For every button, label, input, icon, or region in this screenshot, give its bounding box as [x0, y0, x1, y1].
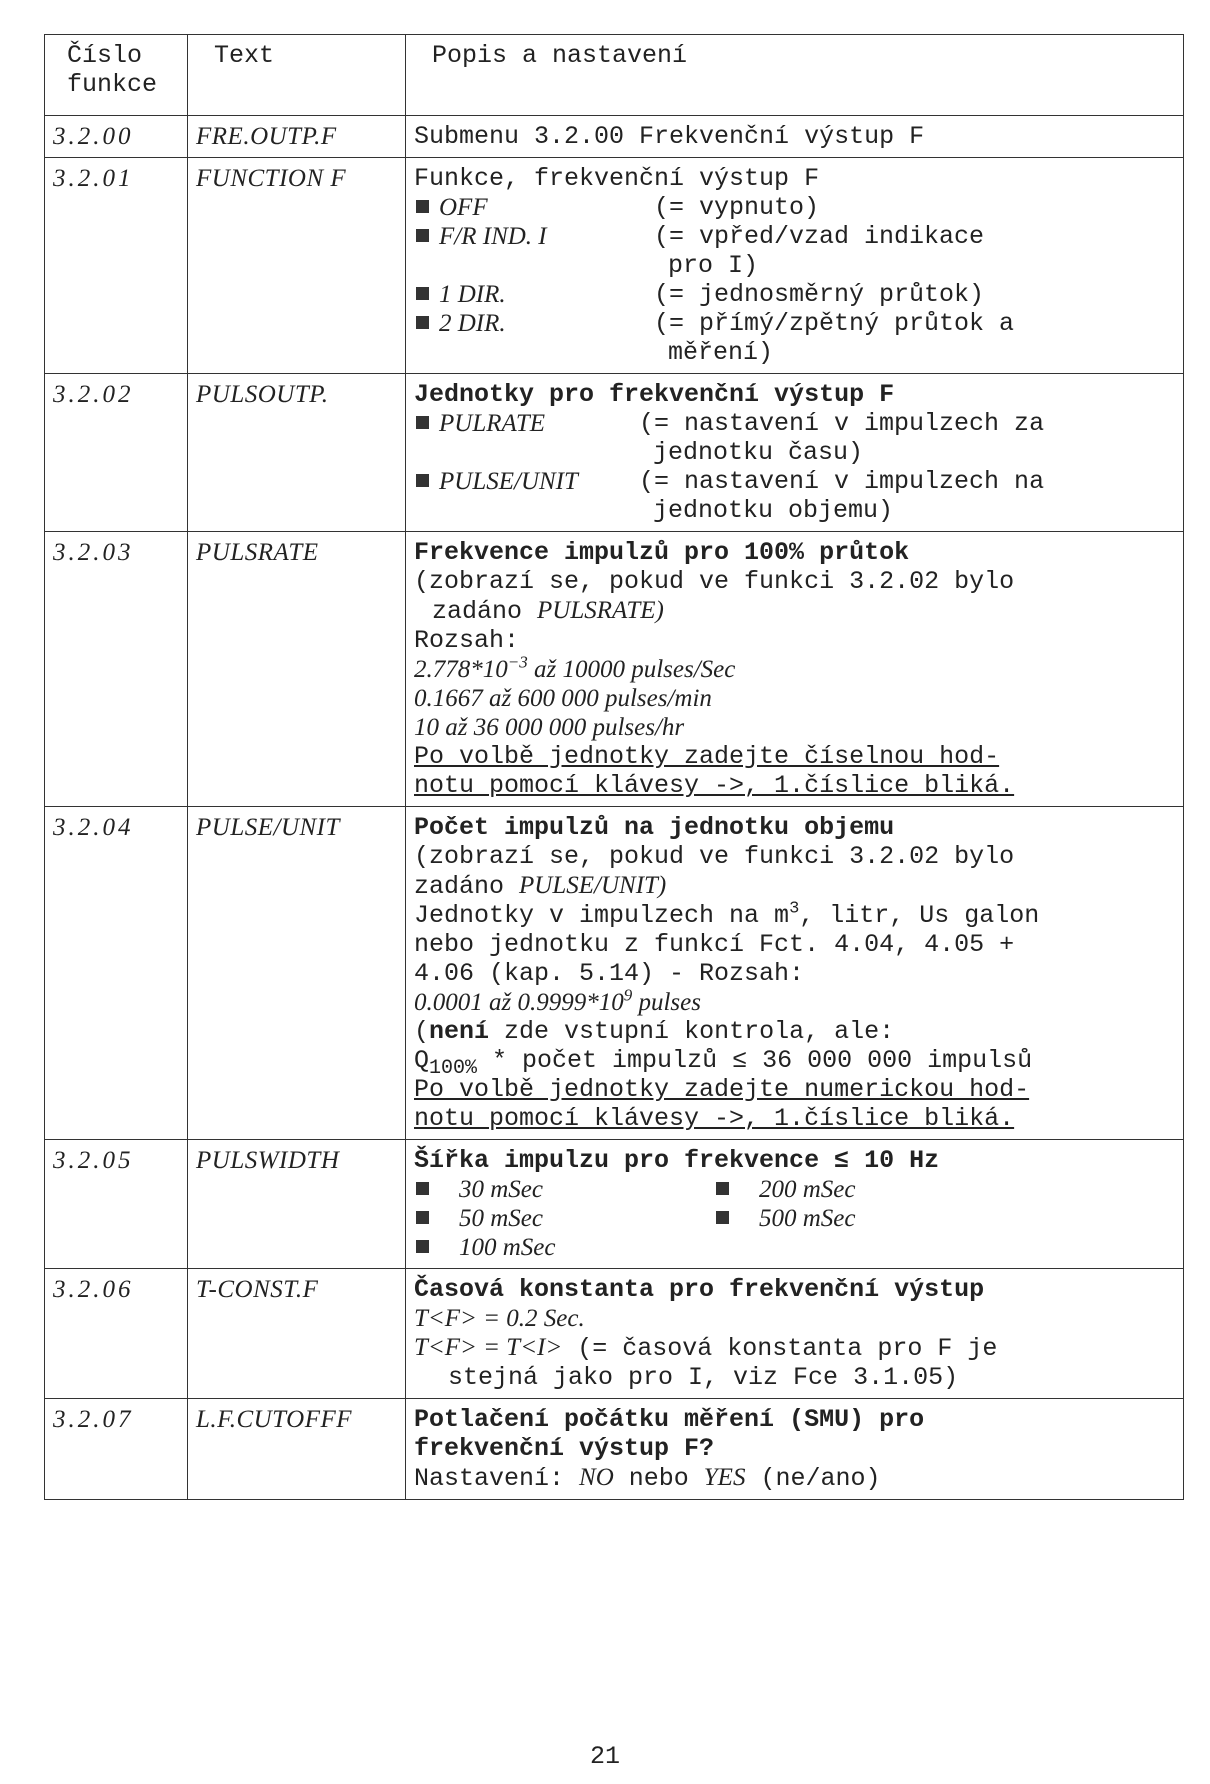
range-exponent: 9 — [623, 985, 633, 1005]
function-number: 3.2.00 — [45, 116, 188, 158]
option-note-continued: jednotku objemu) — [653, 496, 894, 525]
table-row — [45, 1140, 1184, 1269]
option-item-continued — [414, 438, 1175, 467]
function-number: 3.2.03 — [45, 532, 188, 807]
table-row — [45, 1269, 1184, 1399]
function-text: PULSWIDTH — [188, 1140, 406, 1269]
description-text: nebo jednotku z funkcí Fct. 4.04, 4.05 + — [414, 930, 1015, 959]
range-base: 0.0001 až 0.9999*10 — [414, 989, 624, 1016]
text-fragment: (ne/ano) — [745, 1464, 881, 1493]
option-code: 100 mSec — [459, 1234, 556, 1261]
range-value: 10 až 36 000 000 pulses/hr — [414, 714, 685, 741]
function-description — [406, 158, 1184, 374]
description-text — [414, 596, 1175, 626]
text-fragment-italic: PULSE/UNIT) — [519, 872, 667, 899]
option-item-continued — [414, 496, 1175, 525]
table-row — [45, 116, 1184, 158]
range-value: 0.1667 až 600 000 pulses/min — [414, 685, 712, 712]
description-title: Šířka impulzu pro frekvence ≤ 10 Hz — [414, 1146, 940, 1175]
option-note: (= nastavení v impulzech na — [639, 467, 1045, 496]
instruction-text: notu pomocí klávesy ->, 1.číslice bliká. — [414, 771, 1015, 800]
range-label: Rozsah: — [414, 626, 520, 655]
text-fragment: (= časová konstanta pro F je — [562, 1334, 998, 1363]
bullet-icon — [716, 1182, 729, 1195]
range-unit: pulses — [632, 989, 701, 1016]
function-number: 3.2.06 — [45, 1269, 188, 1399]
header-function-number: Číslo funkce — [45, 35, 188, 116]
range-exponent: −3 — [507, 652, 528, 672]
header-description: Popis a nastavení — [406, 35, 1184, 116]
formula-subscript: 100% — [429, 1057, 478, 1080]
option-item — [414, 1204, 714, 1233]
table-row — [45, 532, 1184, 807]
option-note: (= nastavení v impulzech za — [639, 409, 1045, 438]
table-row — [45, 158, 1184, 374]
option-item — [414, 1175, 714, 1204]
bullet-icon — [716, 1211, 729, 1224]
function-number: 3.2.04 — [45, 807, 188, 1140]
header-text: Text — [188, 35, 406, 116]
option-code-spacer — [439, 496, 639, 525]
option-note: (= přímý/zpětný průtok a — [654, 309, 1015, 338]
formula-rest: * počet impulzů ≤ 36 000 000 impulsů — [477, 1046, 1033, 1075]
instruction-text: Po volbě jednotky zadejte číselnou hod- — [414, 742, 1000, 771]
option-item — [714, 1175, 1014, 1204]
function-description — [406, 116, 1184, 158]
option-note-continued: jednotku času) — [653, 438, 864, 467]
function-text: PULSRATE — [188, 532, 406, 807]
text-fragment-italic: T<F> = T<I> — [414, 1334, 563, 1361]
formula-text — [414, 1046, 1175, 1080]
option-item — [414, 309, 1175, 338]
description-title: frekvenční výstup F? — [414, 1434, 715, 1463]
function-number: 3.2.05 — [45, 1140, 188, 1269]
table-row — [45, 807, 1184, 1140]
option-code: PULSE/UNIT — [439, 468, 578, 495]
description-text — [414, 871, 1175, 901]
setting-line — [414, 1463, 1175, 1493]
function-table — [44, 34, 1184, 1500]
text-fragment-italic: YES — [703, 1464, 746, 1491]
table-row — [45, 1399, 1184, 1500]
function-text: L.F.CUTOFFF — [188, 1399, 406, 1500]
option-code: 500 mSec — [759, 1205, 856, 1232]
option-code: 2 DIR. — [439, 310, 506, 337]
option-item — [414, 409, 1175, 438]
description-text — [414, 1017, 1175, 1046]
bullet-icon — [416, 1211, 429, 1224]
option-item — [414, 193, 1175, 222]
function-description — [406, 374, 1184, 532]
option-note: (= vpřed/vzad indikace — [654, 222, 985, 251]
option-item — [414, 222, 1175, 251]
bullet-icon — [416, 474, 429, 487]
table-row — [45, 374, 1184, 532]
function-number: 3.2.01 — [45, 158, 188, 374]
range-value — [414, 652, 1175, 684]
description-title: Jednotky pro frekvenční výstup F — [414, 380, 895, 409]
function-text: PULSOUTP. — [188, 374, 406, 532]
table-header-row — [45, 35, 1184, 116]
bullet-icon — [416, 287, 429, 300]
option-item — [714, 1204, 1014, 1233]
function-text: FUNCTION F — [188, 158, 406, 374]
description-title: Časová konstanta pro frekvenční výstup — [414, 1275, 985, 1304]
text-fragment: , litr, Us galon — [799, 901, 1040, 930]
bullet-icon — [416, 316, 429, 329]
function-description — [406, 532, 1184, 807]
range-value — [414, 985, 1175, 1017]
function-description — [406, 1140, 1184, 1269]
option-code-spacer — [439, 438, 639, 467]
option-note-continued: pro I) — [668, 251, 759, 280]
range-base: 2.778*10 — [414, 656, 508, 683]
text-fragment: zadáno — [432, 597, 538, 626]
option-code: 1 DIR. — [439, 281, 506, 308]
description-title: Potlačení počátku měření (SMU) pro — [414, 1405, 925, 1434]
function-description — [406, 807, 1184, 1140]
function-description — [406, 1399, 1184, 1500]
option-item — [414, 1233, 714, 1262]
description-title: Počet impulzů na jednotku objemu — [414, 813, 895, 842]
text-fragment: Nastavení: — [414, 1464, 580, 1493]
instruction-text: notu pomocí klávesy ->, 1.číslice bliká. — [414, 1104, 1015, 1133]
text-fragment-bold: není — [429, 1017, 490, 1046]
option-note-continued: měření) — [668, 338, 774, 367]
option-code: OFF — [439, 194, 488, 221]
range-unit: až 10000 pulses/Sec — [527, 656, 736, 683]
description-title: Funkce, frekvenční výstup F — [414, 164, 820, 193]
option-item — [414, 280, 1175, 309]
function-description — [406, 1269, 1184, 1399]
bullet-icon — [416, 1240, 429, 1253]
option-code-spacer — [439, 251, 654, 280]
function-text: T-CONST.F — [188, 1269, 406, 1399]
text-fragment: nebo — [613, 1464, 704, 1493]
text-fragment: zadáno — [414, 872, 520, 901]
description-text: stejná jako pro I, viz Fce 3.1.05) — [448, 1363, 959, 1392]
description-text: (zobrazí se, pokud ve funkci 3.2.02 bylo — [414, 842, 1015, 871]
function-number: 3.2.07 — [45, 1399, 188, 1500]
function-number: 3.2.02 — [45, 374, 188, 532]
option-code: 30 mSec — [459, 1176, 543, 1203]
option-code: F/R IND. I — [439, 223, 547, 250]
description-text — [414, 901, 1175, 930]
function-text: PULSE/UNIT — [188, 807, 406, 1140]
bullet-icon — [416, 416, 429, 429]
option-grid — [414, 1175, 1175, 1262]
option-item-continued — [414, 338, 1175, 367]
option-code-spacer — [439, 338, 654, 367]
option-code: 200 mSec — [759, 1176, 856, 1203]
text-fragment: zde vstupní kontrola, ale: — [489, 1017, 895, 1046]
instruction-text: Po volbě jednotky zadejte numerickou hod- — [414, 1075, 1030, 1104]
bullet-icon — [416, 200, 429, 213]
unit-exponent: 3 — [789, 899, 800, 919]
option-code: PULRATE — [439, 410, 546, 437]
bullet-icon — [416, 1182, 429, 1195]
option-code: 50 mSec — [459, 1205, 543, 1232]
description-text: 4.06 (kap. 5.14) - Rozsah: — [414, 959, 805, 988]
page-number: 21 — [589, 1742, 620, 1771]
text-fragment-italic: PULSRATE) — [537, 597, 664, 624]
formula-symbol: Q — [414, 1046, 430, 1075]
option-item-continued — [414, 251, 1175, 280]
setting-value: T<F> = 0.2 Sec. — [414, 1305, 585, 1332]
description-title: Submenu 3.2.00 Frekvenční výstup F — [414, 122, 925, 151]
option-item — [414, 467, 1175, 496]
text-fragment: ( — [414, 1017, 430, 1046]
description-text — [414, 1333, 1175, 1363]
description-title: Frekvence impulzů pro 100% průtok — [414, 538, 910, 567]
option-note: (= jednosměrný průtok) — [654, 280, 985, 309]
description-text: (zobrazí se, pokud ve funkci 3.2.02 bylo — [414, 567, 1015, 596]
bullet-icon — [416, 229, 429, 242]
text-fragment: Jednotky v impulzech na m — [414, 901, 790, 930]
option-note: (= vypnuto) — [654, 193, 820, 222]
text-fragment-italic: NO — [579, 1464, 614, 1491]
function-text: FRE.OUTP.F — [188, 116, 406, 158]
